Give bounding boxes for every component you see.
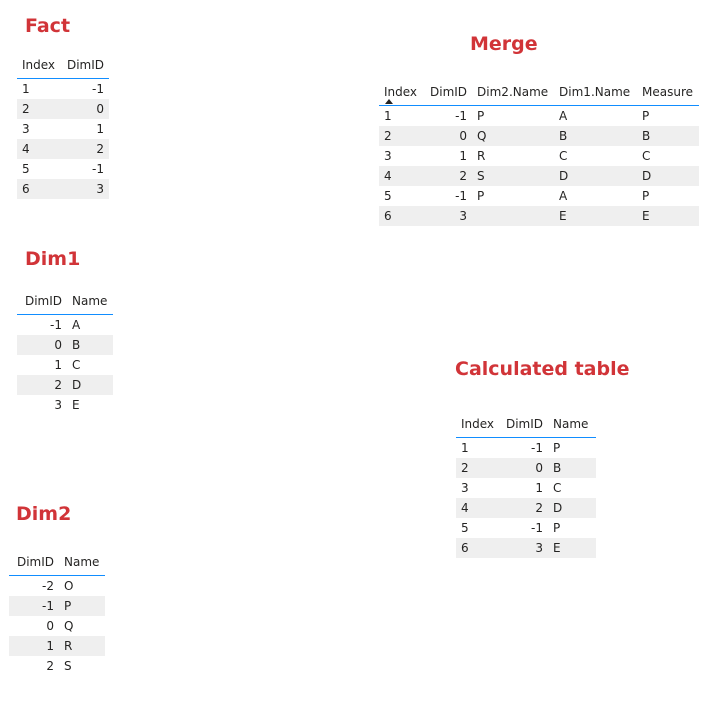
table-row — [17, 139, 109, 159]
dim1-header-row — [17, 288, 113, 315]
merge-cell: P — [642, 109, 650, 123]
fact-cell: -1 — [92, 82, 104, 96]
table-row — [379, 106, 699, 127]
fact-cell: 4 — [17, 139, 61, 159]
fact-col-index-header[interactable]: Index — [17, 52, 61, 79]
table-row — [379, 206, 699, 226]
table-row — [17, 79, 109, 100]
merge-cell: D — [554, 166, 637, 186]
dim2-cell: Q — [64, 619, 74, 633]
merge-col-dim2name-header[interactable]: Dim2.Name — [472, 79, 554, 106]
merge-cell: R — [477, 149, 486, 163]
merge-col-index-label: Index — [384, 85, 418, 99]
table-row — [9, 636, 105, 656]
dim2-col-name-header[interactable]: Name — [59, 549, 105, 576]
dim1-cell: 0 — [17, 335, 67, 355]
merge-cell: P — [642, 189, 650, 203]
table-row — [9, 616, 105, 636]
fact-cell: 5 — [22, 162, 30, 176]
calc-cell: -1 — [531, 441, 543, 455]
calc-col-name-header[interactable]: Name — [548, 411, 596, 438]
dim2-cell: 2 — [46, 659, 54, 673]
dim2-col-dimid-header[interactable]: DimID — [9, 549, 59, 576]
table-row — [17, 375, 113, 395]
calc-cell: 6 — [456, 538, 500, 558]
calc-cell: -1 — [531, 521, 543, 535]
merge-table — [379, 79, 699, 226]
table-row — [456, 498, 596, 518]
dim1-cell: E — [72, 398, 80, 412]
table-row — [456, 538, 596, 558]
table-row — [17, 315, 113, 336]
table-row — [17, 119, 109, 139]
fact-header-row — [17, 52, 109, 79]
calc-cell: P — [553, 521, 561, 535]
merge-cell: 3 — [422, 206, 472, 226]
table-row — [17, 179, 109, 199]
merge-col-dim1name-header[interactable]: Dim1.Name — [554, 79, 637, 106]
table-row — [9, 596, 105, 616]
calc-cell: C — [553, 481, 562, 495]
merge-cell: 4 — [379, 166, 422, 186]
merge-cell: 2 — [422, 166, 472, 186]
calc-cell: B — [548, 458, 596, 478]
dim1-cell: D — [67, 375, 113, 395]
calc-cell: 2 — [500, 498, 548, 518]
merge-cell: 1 — [459, 149, 468, 163]
calc-cell: 2 — [456, 458, 500, 478]
calc-cell: P — [553, 441, 561, 455]
merge-col-measure-header[interactable]: Measure — [637, 79, 699, 106]
calc-cell: 3 — [500, 538, 548, 558]
dim2-cell: R — [59, 636, 105, 656]
dim2-cell: S — [64, 659, 72, 673]
calc-cell: 0 — [500, 458, 548, 478]
fact-cell: 1 — [96, 122, 104, 136]
dim1-cell: C — [72, 358, 81, 372]
merge-cell: Q — [472, 126, 554, 146]
fact-table — [17, 52, 109, 199]
table-row — [456, 458, 596, 478]
merge-col-index-header[interactable] — [379, 79, 422, 106]
fact-col-dimid-header[interactable]: DimID — [61, 52, 109, 79]
merge-cell: -1 — [455, 189, 468, 203]
dim1-title: Dim1 — [25, 248, 81, 270]
calc-col-dimid-header[interactable]: DimID — [500, 411, 548, 438]
calc-cell: 5 — [461, 521, 469, 535]
dim1-cell: B — [67, 335, 113, 355]
table-row — [17, 99, 109, 119]
table-row — [456, 518, 596, 538]
table-row — [17, 355, 113, 375]
fact-cell: 0 — [61, 99, 109, 119]
dim1-cell: -1 — [50, 318, 62, 332]
calc-table — [456, 411, 596, 558]
table-row — [17, 159, 109, 179]
dim2-cell: 0 — [46, 619, 54, 633]
merge-cell: 1 — [384, 109, 392, 123]
fact-cell: 6 — [17, 179, 61, 199]
calc-header-row — [456, 411, 596, 438]
table-row — [456, 478, 596, 498]
merge-cell: 0 — [422, 126, 472, 146]
merge-col-dimid-header[interactable]: DimID — [422, 79, 472, 106]
table-row — [9, 656, 105, 676]
dim2-header-row — [9, 549, 105, 576]
merge-cell: A — [559, 189, 568, 203]
merge-cell: E — [554, 206, 637, 226]
calc-cell: E — [548, 538, 596, 558]
dim1-cell: 1 — [54, 358, 62, 372]
fact-title: Fact — [25, 15, 71, 37]
dim1-table — [17, 288, 113, 415]
fact-cell: 2 — [61, 139, 109, 159]
fact-cell: -1 — [92, 162, 104, 176]
fact-cell: 3 — [61, 179, 109, 199]
merge-cell: C — [559, 149, 568, 163]
table-row — [456, 438, 596, 459]
merge-cell: S — [472, 166, 554, 186]
merge-cell: -1 — [455, 109, 468, 123]
table-row — [17, 335, 113, 355]
table-row — [9, 576, 105, 597]
merge-cell: A — [559, 109, 568, 123]
table-row — [17, 395, 113, 415]
calc-cell: 1 — [535, 481, 543, 495]
merge-cell: B — [637, 126, 699, 146]
calc-cell: 4 — [456, 498, 500, 518]
merge-cell: C — [642, 149, 651, 163]
merge-cell: 5 — [384, 189, 392, 203]
merge-title: Merge — [470, 33, 538, 55]
calc-cell: D — [548, 498, 596, 518]
calc-cell: 3 — [461, 481, 469, 495]
dim2-title: Dim2 — [16, 503, 72, 525]
merge-cell: 2 — [379, 126, 422, 146]
merge-cell: B — [554, 126, 637, 146]
fact-cell: 1 — [22, 82, 30, 96]
table-row — [379, 126, 699, 146]
merge-cell: P — [477, 109, 485, 123]
table-row — [379, 186, 699, 206]
dim1-col-name-header[interactable]: Name — [67, 288, 113, 315]
dim2-cell: 1 — [9, 636, 59, 656]
merge-cell: E — [637, 206, 699, 226]
merge-cell — [472, 206, 554, 226]
merge-header-row — [379, 79, 699, 106]
dim2-cell: -1 — [9, 596, 59, 616]
fact-cell: 2 — [17, 99, 61, 119]
merge-cell: P — [477, 189, 485, 203]
dim1-col-dimid-header[interactable]: DimID — [17, 288, 67, 315]
table-row — [379, 166, 699, 186]
fact-cell: 3 — [22, 122, 30, 136]
merge-cell: 6 — [379, 206, 422, 226]
dim1-cell: 2 — [17, 375, 67, 395]
sort-ascending-icon[interactable] — [385, 99, 393, 104]
calc-title: Calculated table — [455, 358, 630, 380]
table-row — [379, 146, 699, 166]
calc-cell: 1 — [461, 441, 469, 455]
dim1-cell: A — [72, 318, 81, 332]
merge-cell: D — [637, 166, 699, 186]
dim2-table — [9, 549, 105, 676]
merge-cell: 3 — [384, 149, 392, 163]
dim2-cell: -2 — [42, 579, 54, 593]
calc-col-index-header[interactable]: Index — [456, 411, 500, 438]
dim1-cell: 3 — [54, 398, 62, 412]
dim2-cell: P — [59, 596, 105, 616]
dim2-cell: O — [64, 579, 74, 593]
